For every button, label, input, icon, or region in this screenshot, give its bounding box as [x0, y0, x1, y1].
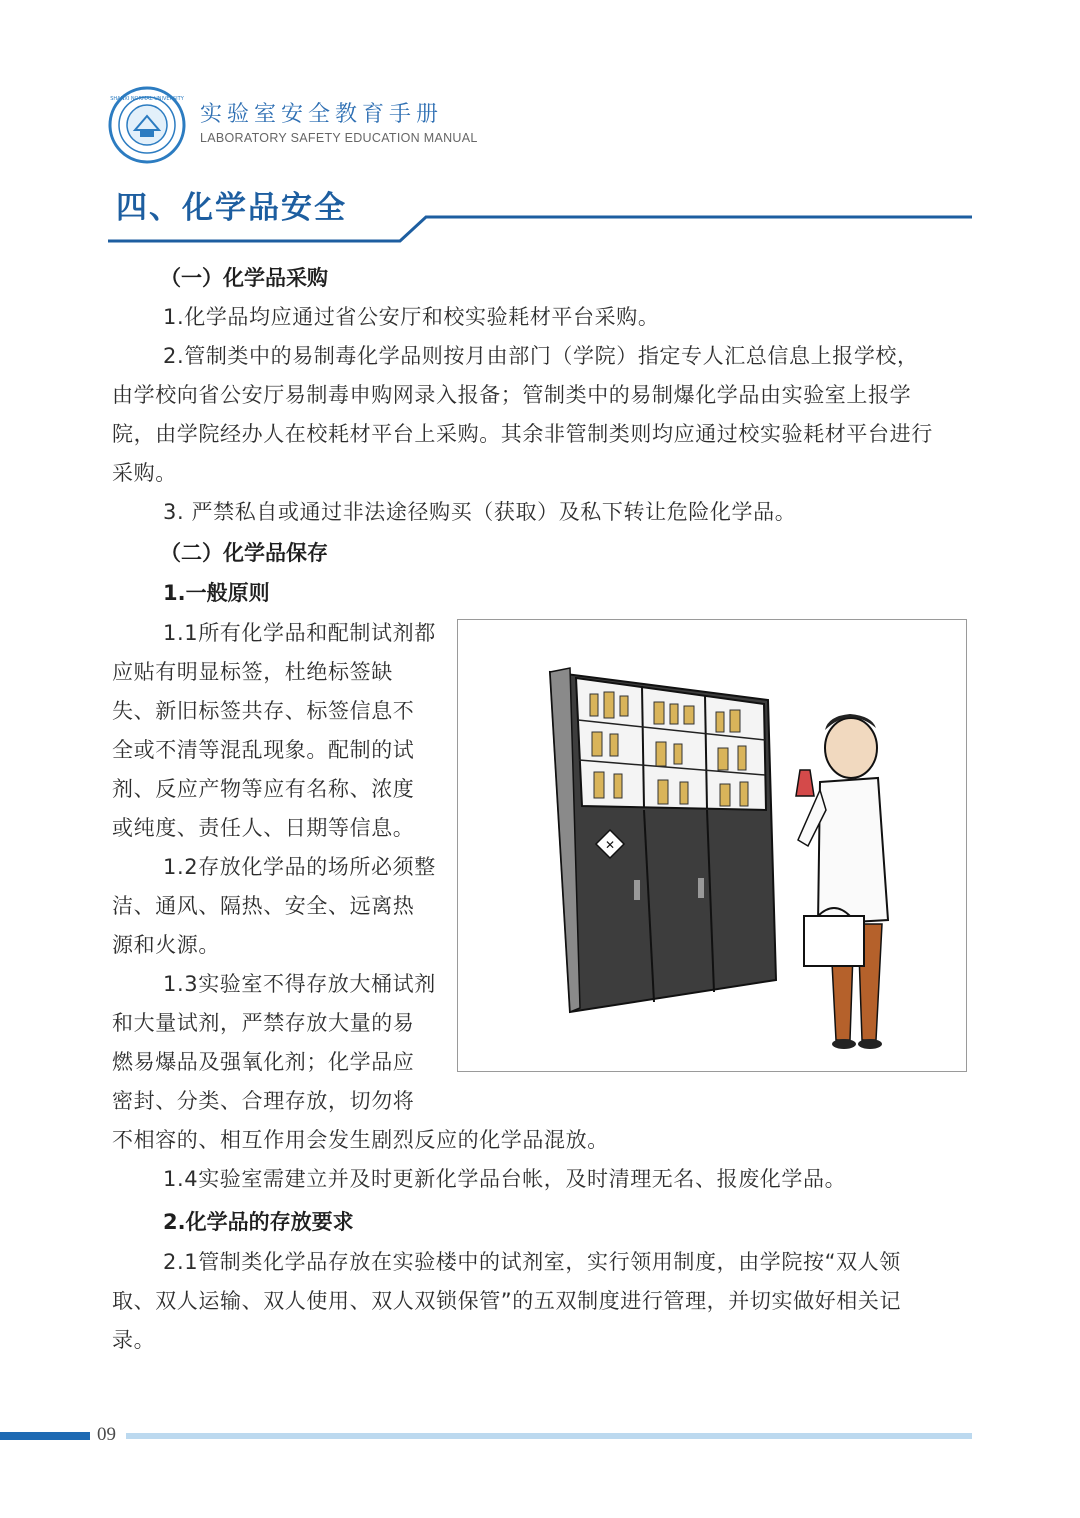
text-line: 2.1管制类化学品存放在实验楼中的试剂室，实行领用制度，由学院按“双人领	[163, 1250, 901, 1274]
section-underline	[108, 210, 972, 244]
text-line: 2.管制类中的易制毒化学品则按月由部门（学院）指定专人汇总信息上报学校，	[163, 344, 919, 368]
chemical-cabinet-illustration	[457, 619, 967, 1072]
text-line: 1.化学品均应通过省公安厅和校实验耗材平台采购。	[163, 305, 660, 329]
text-line: 和大量试剂，严禁存放大量的易	[112, 1011, 415, 1035]
text-line: 应贴有明显标签，杜绝标签缺	[112, 660, 393, 684]
text-line: 1.4实验室需建立并及时更新化学品台帐，及时清理无名、报废化学品。	[163, 1167, 847, 1191]
text-line: 3. 严禁私自或通过非法途径购买（获取）及私下转让危险化学品。	[163, 500, 797, 524]
text-line: 院，由学院经办人在校耗材平台上采购。其余非管制类则均应通过校实验耗材平台进行	[112, 422, 933, 446]
text-line: 1.1所有化学品和配制试剂都	[163, 621, 436, 645]
text-line: 失、新旧标签共存、标签信息不	[112, 699, 415, 723]
subsection-procurement-title: （一）化学品采购	[160, 266, 328, 290]
text-line: 不相容的、相互作用会发生剧烈反应的化学品混放。	[112, 1128, 609, 1152]
section-title: 四、化学品安全	[116, 190, 347, 226]
svg-text:SHANXI NORMAL UNIVERSITY: SHANXI NORMAL UNIVERSITY	[110, 96, 184, 102]
text-line: 源和火源。	[112, 933, 220, 957]
subsection-storage-title: （二）化学品保存	[160, 541, 328, 565]
university-seal-icon	[108, 86, 186, 164]
paragraph-storage-requirements	[112, 1243, 901, 1360]
text-line: 取、双人运输、双人使用、双人双锁保管”的五双制度进行管理，并切实做好相关记	[112, 1289, 902, 1313]
footer-rule	[126, 1433, 972, 1439]
text-line: 剂、反应产物等应有名称、浓度	[112, 777, 415, 801]
text-line: 1.2存放化学品的场所必须整	[163, 855, 436, 879]
text-line: 或纯度、责任人、日期等信息。	[112, 816, 415, 840]
text-line: 录。	[112, 1328, 156, 1352]
paragraph-procurement	[112, 298, 933, 532]
footer-accent-bar	[0, 1432, 90, 1440]
text-line: 密封、分类、合理存放，切勿将	[112, 1089, 415, 1113]
page-number: 09	[97, 1424, 116, 1445]
svg-text:✕: ✕	[604, 838, 616, 852]
text-line: 洁、通风、隔热、安全、远离热	[112, 894, 415, 918]
text-line: 全或不清等混乱现象。配制的试	[112, 738, 415, 762]
storage-requirements-title: 2.化学品的存放要求	[163, 1210, 354, 1234]
manual-title: 实验室安全教育手册	[200, 102, 444, 127]
text-line: 采购。	[112, 461, 177, 485]
general-principles-title: 1.一般原则	[163, 581, 270, 605]
manual-title-english: LABORATORY SAFETY EDUCATION MANUAL	[200, 131, 478, 145]
text-line: 1.3实验室不得存放大桶试剂	[163, 972, 436, 996]
text-line: 由学校向省公安厅易制毒申购网录入报备；管制类中的易制爆化学品由实验室上报学	[112, 383, 912, 407]
text-line: 燃易爆品及强氧化剂；化学品应	[112, 1050, 415, 1074]
